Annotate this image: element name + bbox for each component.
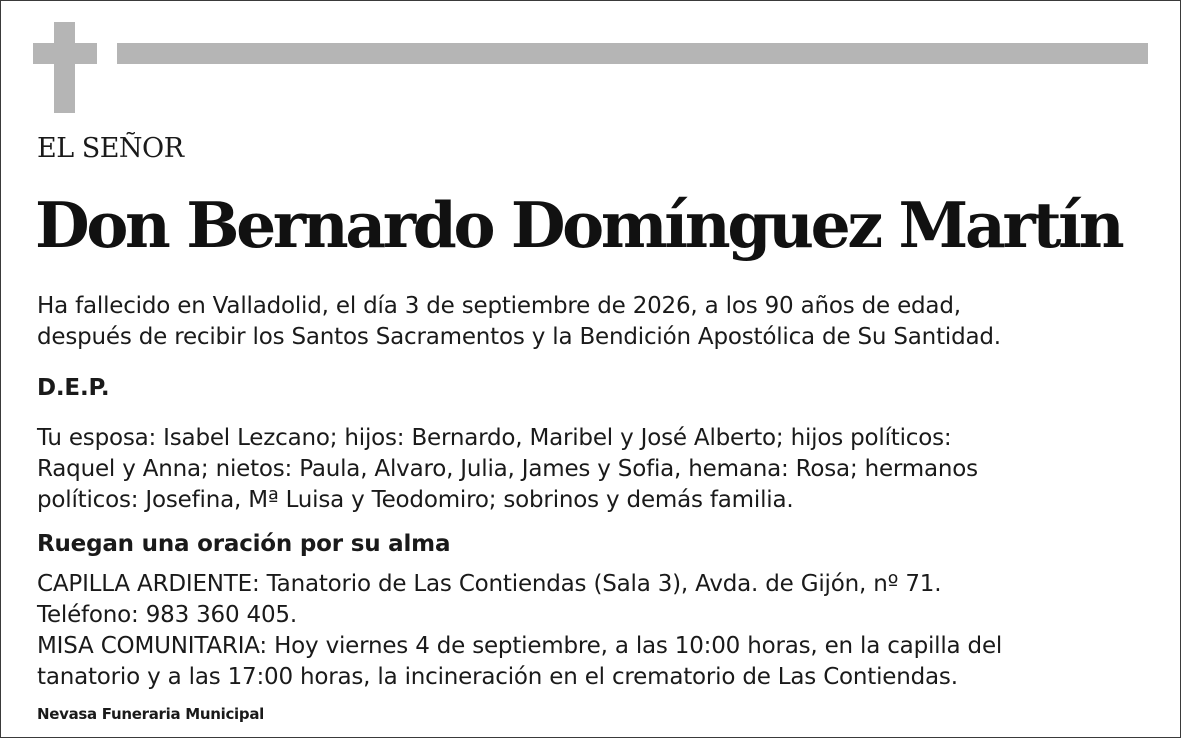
family-line: políticos: Josefina, Mª Luisa y Teodomiro; sobrinos y demás familia.: [37, 487, 794, 513]
service-line: CAPILLA ARDIENTE: Tanatorio de Las Contiendas (Sala 3), Avda. de Gijón, nº 71.: [37, 571, 942, 597]
service-details: [37, 569, 1002, 693]
family-line: Tu esposa: Isabel Lezcano; hijos: Bernardo, Maribel y José Alberto; hijos políticos:: [37, 425, 952, 451]
header-bar: [117, 43, 1148, 64]
service-line: MISA COMUNITARIA: Hoy viernes 4 de septiembre, a las 10:00 horas, en la capilla del: [37, 633, 1003, 659]
death-announcement: [37, 291, 1001, 353]
family-line: Raquel y Anna; nietos: Paula, Alvaro, Julia, James y Sofia, hemana: Rosa; hermanos: [37, 456, 978, 482]
service-line: Teléfono: 983 360 405.: [37, 602, 297, 628]
prayer-request: Ruegan una oración por su alma: [37, 531, 451, 557]
death-line: después de recibir los Santos Sacramentos y la Bendición Apostólica de Su Santidad.: [37, 324, 1001, 350]
cross-icon-vertical: [54, 22, 75, 113]
service-line: tanatorio y a las 17:00 horas, la incineración en el crematorio de Las Contiendas.: [37, 664, 958, 690]
cross-icon-horizontal: [33, 43, 97, 64]
notice-heading: EL SEÑOR: [37, 133, 184, 164]
funeral-home-name: Nevasa Funeraria Municipal: [37, 705, 264, 723]
family-list: [37, 423, 978, 516]
rip-label: D.E.P.: [37, 375, 110, 401]
death-line: Ha fallecido en Valladolid, el día 3 de septiembre de 2026, a los 90 años de edad,: [37, 293, 961, 319]
deceased-name: Don Bernardo Domínguez Martín: [35, 188, 1122, 262]
